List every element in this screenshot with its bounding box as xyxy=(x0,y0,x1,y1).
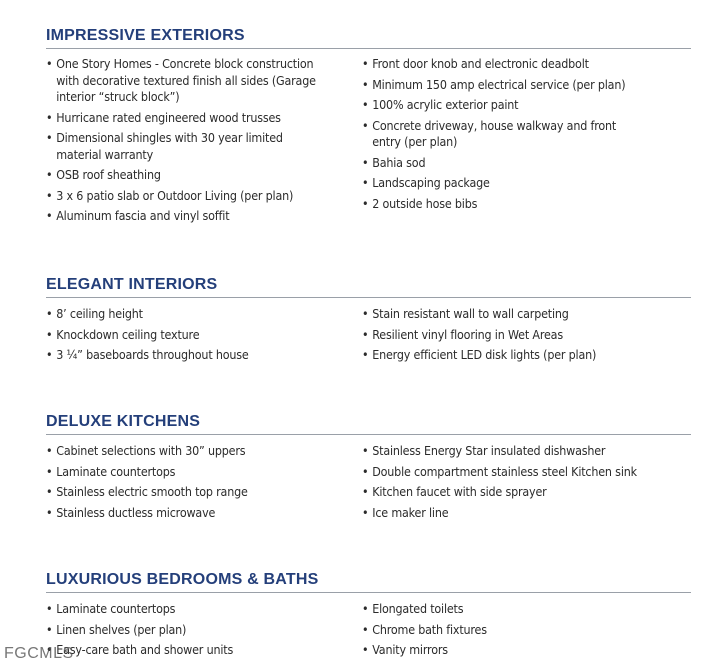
list-item: • Laminate countertops xyxy=(46,601,325,618)
list-item: • Easy-care bath and shower units xyxy=(46,642,325,659)
list-item: • Stainless ductless microwave xyxy=(46,505,325,522)
section-elegant-interiors xyxy=(46,275,691,362)
list-item: • Concrete driveway, house walkway and front entry (per plan) xyxy=(362,118,641,151)
section-impressive-exteriors xyxy=(46,26,691,223)
list-item: • Elongated toilets xyxy=(362,601,641,618)
list-item: • OSB roof sheathing xyxy=(46,167,325,184)
feature-list-left xyxy=(46,601,346,663)
list-item: • Laminate countertops xyxy=(46,464,325,481)
feature-list-right xyxy=(362,601,662,663)
section-luxurious-bedrooms-baths xyxy=(46,570,691,657)
section-title: IMPRESSIVE EXTERIORS xyxy=(46,26,691,49)
feature-list-left xyxy=(46,443,346,525)
list-item: • Hurricane rated engineered wood trusses xyxy=(46,110,325,127)
list-item: • Kitchen faucet with side sprayer xyxy=(362,484,641,501)
list-item: • 3 x 6 patio slab or Outdoor Living (per plan) xyxy=(46,188,325,205)
section-deluxe-kitchens xyxy=(46,412,691,520)
feature-list-left xyxy=(46,56,346,229)
list-item: • Aluminum fascia and vinyl soffit xyxy=(46,208,325,225)
list-item: • One Story Homes - Concrete block construction with decorative textured finish all sides (Garage interior “struck block”) xyxy=(46,56,325,106)
feature-list-right xyxy=(362,306,662,368)
section-title: LUXURIOUS BEDROOMS & BATHS xyxy=(46,570,691,593)
list-item: • Ice maker line xyxy=(362,505,641,522)
list-item: • Dimensional shingles with 30 year limited material warranty xyxy=(46,130,325,163)
list-item: • Stain resistant wall to wall carpeting xyxy=(362,306,641,323)
list-item: • Bahia sod xyxy=(362,155,641,172)
list-item: • Vanity mirrors xyxy=(362,642,641,659)
list-item: • Stainless Energy Star insulated dishwasher xyxy=(362,443,641,460)
list-item: • 100% acrylic exterior paint xyxy=(362,97,641,114)
list-item: • Minimum 150 amp electrical service (per plan) xyxy=(362,77,641,94)
list-item: • Resilient vinyl flooring in Wet Areas xyxy=(362,327,641,344)
list-item: • Double compartment stainless steel Kitchen sink xyxy=(362,464,641,481)
list-item: • Front door knob and electronic deadbolt xyxy=(362,56,641,73)
list-item: • 3 ¼” baseboards throughout house xyxy=(46,347,325,364)
list-item: • 2 outside hose bibs xyxy=(362,196,641,213)
list-item: • Linen shelves (per plan) xyxy=(46,622,325,639)
feature-list-left xyxy=(46,306,346,368)
list-item: • 8’ ceiling height xyxy=(46,306,325,323)
mls-watermark: FGCMLS xyxy=(4,645,74,662)
feature-list-right xyxy=(362,56,662,216)
list-item: • Landscaping package xyxy=(362,175,641,192)
list-item: • Cabinet selections with 30” uppers xyxy=(46,443,325,460)
list-item: • Stainless electric smooth top range xyxy=(46,484,325,501)
section-title: DELUXE KITCHENS xyxy=(46,412,691,435)
section-title: ELEGANT INTERIORS xyxy=(46,275,691,298)
feature-list-right xyxy=(362,443,662,525)
list-item: • Chrome bath fixtures xyxy=(362,622,641,639)
list-item: • Knockdown ceiling texture xyxy=(46,327,325,344)
list-item: • Energy efficient LED disk lights (per plan) xyxy=(362,347,641,364)
